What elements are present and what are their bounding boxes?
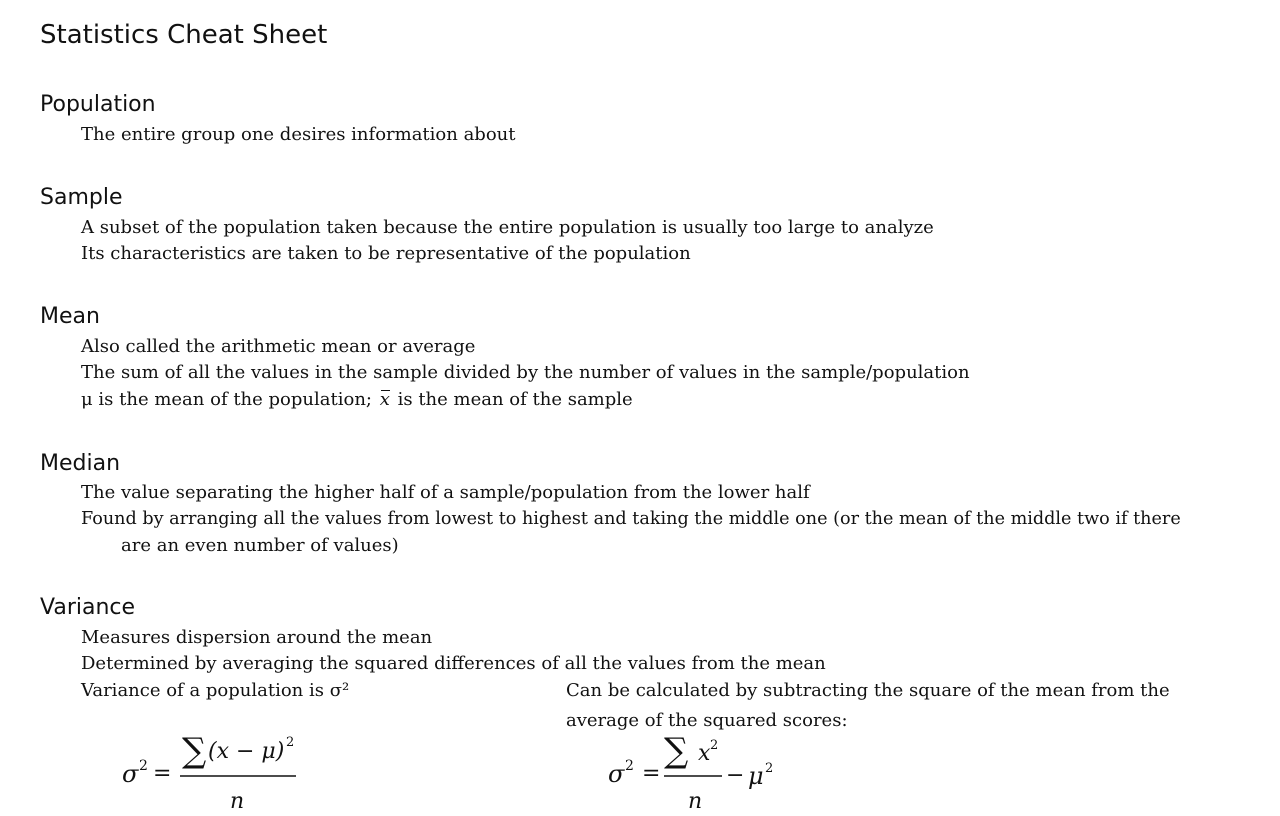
summation-icon-2: ∑ <box>664 731 689 771</box>
median-line-3: are an even number of values) <box>121 535 399 556</box>
denominator: n <box>230 789 245 814</box>
heading-mean: Mean <box>40 304 100 329</box>
mean-symbols-line <box>81 389 633 410</box>
heading-median: Median <box>40 451 121 476</box>
numerator-exponent-2: 2 <box>710 738 719 753</box>
median-line-2: Found by arranging all the values from lowest to highest and taking the middle one (or the mean of the middle two if there <box>81 509 1181 529</box>
variance-right-line-1: Can be calculated by subtracting the square of the mean from the <box>566 680 1170 701</box>
sigma-symbol-2: σ <box>608 760 625 788</box>
sigma-symbol: σ <box>122 760 139 788</box>
sigma-exponent-2: 2 <box>625 758 634 774</box>
population-variance-formula <box>120 730 320 812</box>
variance-line-1: Measures dispersion around the mean <box>81 627 433 648</box>
sigma-exponent: 2 <box>139 758 148 774</box>
variance-right-line-2: average of the squared scores: <box>566 710 848 731</box>
minus-sign: − <box>726 763 745 788</box>
numerator-exponent: 2 <box>286 735 295 750</box>
numerator-2: x <box>698 741 711 766</box>
median-line-1: The value separating the higher half of a sample/population from the lower half <box>81 482 810 503</box>
heading-population: Population <box>40 92 156 117</box>
heading-sample: Sample <box>40 185 123 210</box>
mu-symbol: μ <box>748 762 764 790</box>
equals-sign-2: = <box>642 761 661 786</box>
computational-variance-formula <box>606 730 806 812</box>
variance-line-2: Determined by averaging the squared differences of all the values from the mean <box>81 653 826 674</box>
variance-line-3: Variance of a population is σ² <box>81 680 350 701</box>
mu-exponent: 2 <box>765 761 774 776</box>
mean-line-1: Also called the arithmetic mean or average <box>81 336 476 357</box>
heading-variance: Variance <box>40 595 136 620</box>
page-title: Statistics Cheat Sheet <box>40 20 328 50</box>
summation-icon: ∑ <box>182 731 207 771</box>
population-definition: The entire group one desires information about <box>81 124 516 145</box>
x-bar-symbol: x <box>379 389 390 410</box>
mean-symbols-part1: μ is the mean of the population; <box>81 389 372 410</box>
numerator: (x − μ) <box>208 739 285 764</box>
sample-line-2: Its characteristics are taken to be representative of the population <box>81 243 691 264</box>
denominator-2: n <box>688 789 703 814</box>
sample-line-1: A subset of the population taken because the entire population is usually too large to analyze <box>81 217 934 238</box>
mean-symbols-part2: is the mean of the sample <box>397 389 633 410</box>
mean-line-2: The sum of all the values in the sample divided by the number of values in the sample/population <box>81 362 970 383</box>
equals-sign: = <box>153 761 172 786</box>
